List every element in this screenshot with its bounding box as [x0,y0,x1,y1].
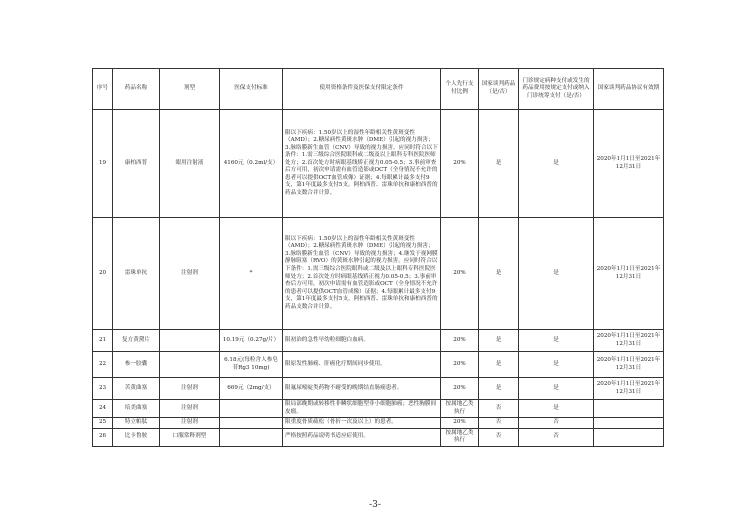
cell-cond: 限以下疾病：1.50岁以上的湿性年龄相关性黄斑变性（AMD）；2.糖尿病性黄斑水肿（DME）引起的视力损害；3.脉络膜新生血管（CNV）导致的视力损害。应同时符合以下条件：1.需三级综合医院眼科或二级及以上眼科专科医院医师处方；2.首次处方时病眼基线矫正视力0.05-0.5；3.事前审查后方可用，初次申请需有血管造影或OCT（全身情况不允许的患者可以提供OCT血管成像）证据；4.每眼累计最多支付9支，第1年度最多支付5支。阿柏西普、雷珠单抗和康柏西普的药品支数合并计算。 [283,110,441,218]
header-cell: 药品名称 [113,69,160,110]
cell-no: 20 [93,218,113,330]
table-row [93,418,664,429]
cell-price: 10.19元（0.27g/片） [220,330,283,352]
cell-no: 26 [93,428,113,446]
page-number: -3- [369,500,381,510]
cell-form [160,352,220,378]
table-row [93,218,664,330]
cell-valid: 2020年1月1日至2021年12月31日 [594,218,664,330]
cell-valid: 2020年1月1日至2021年12月31日 [594,330,664,352]
table-row [93,378,664,400]
header-cell: 医保支付标准 [220,69,283,110]
table-row [93,110,664,218]
cell-ratio: 20% [441,218,479,330]
cell-valid: 2020年1月1日至2021年12月31日 [594,378,664,400]
cell-form: 注射剂 [160,400,220,418]
cell-form: 注射剂 [160,218,220,330]
header-cell: 国家谈判药品协议有效期 [594,69,664,110]
cell-cond: 严格按照药品说明书适应症使用。 [283,428,441,446]
cell-name: 苦黄曲塞 [113,378,160,400]
cell-cond: 限初治的急性早幼粒细胞白血病。 [283,330,441,352]
header-cell: 个人先行支付比例 [441,69,479,110]
cell-clinic: 否 [519,428,594,446]
drug-table [92,68,664,447]
cell-form: 注射剂 [160,418,220,429]
header-cell: 门诊规定病种支付或发生的药品费用按规定支付或纳入门诊统筹支付（是/否） [519,69,594,110]
cell-no: 21 [93,330,113,352]
cell-form: 口服常释剂型 [160,428,220,446]
cell-name: 康柏西普 [113,110,160,218]
cell-clinic: 是 [519,378,594,400]
header-cell: 剂型 [160,69,220,110]
cell-clinic: 是 [519,330,594,352]
cell-price: * [220,218,283,330]
cell-name: 培美曲塞 [113,400,160,418]
cell-ratio: 按属地乙类执行 [441,400,479,418]
cell-name: 复方黄黛片 [113,330,160,352]
cell-price: 669元（2mg/支） [220,378,283,400]
cell-price [220,400,283,418]
cell-cond: 限原发性肺癌、肝癌化疗期间同步使用。 [283,352,441,378]
cell-valid [594,400,664,418]
cell-nego: 否 [479,418,519,429]
header-cell: 国家谈判药品（是/否） [479,69,519,110]
cell-valid [594,418,664,429]
cell-no: 24 [93,400,113,418]
table-row [93,400,664,418]
cell-ratio: 20% [441,418,479,429]
cell-price: 4160元（0.2ml/支） [220,110,283,218]
header-cell: 序号 [93,69,113,110]
cell-valid: 2020年1月1日至2021年12月31日 [594,352,664,378]
cell-price [220,418,283,429]
cell-nego: 是 [479,352,519,378]
cell-valid: 2020年1月1日至2021年12月31日 [594,110,664,218]
cell-price: 6.18元(每粒含人参皂苷Rg3 10mg) [220,352,283,378]
cell-no: 19 [93,110,113,218]
cell-ratio: 20% [441,110,479,218]
cell-nego: 是 [479,330,519,352]
cell-nego: 否 [479,400,519,418]
cell-nego: 是 [479,218,519,330]
cell-form [160,330,220,352]
cell-nego: 是 [479,110,519,218]
cell-no: 25 [93,418,113,429]
cell-valid [594,428,664,446]
cell-nego: 否 [479,428,519,446]
cell-cond: 限以下疾病：1.50岁以上的湿性年龄相关性黄斑变性（AMD）；2.糖尿病性黄斑水肿（DME）引起的视力损害；3.脉络膜新生血管（CNV）导致的视力损害；4.继发于视网膜静脉阻塞（RVO）的黄斑水肿引起的视力损害。应同时符合以下条件：1.需三级综合医院眼科或二级及以上眼科专科医院医师处方；2.首次处方时病眼基线矫正视力0.05-0.5；3.事前审查后方可用，初次申请需有血管造影或OCT（全身情况不允许的患者可以提供OCT血管成像）证据；4.每眼累计最多支付9支，第1年度最多支付5支。阿柏西普、雷珠单抗和康柏西普的药品支数合并计算。 [283,218,441,330]
cell-no: 22 [93,352,113,378]
cell-name: 参一胶囊 [113,352,160,378]
cell-form: 注射剂 [160,378,220,400]
cell-clinic: 是 [519,352,594,378]
cell-ratio: 20% [441,330,479,352]
cell-ratio: 20% [441,378,479,400]
cell-clinic: 是 [519,218,594,330]
cell-cond: 限氟尿嘧啶类药物不耐受的晚期结直肠癌患者。 [283,378,441,400]
cell-name: 比卡鲁胺 [113,428,160,446]
table-row [93,330,664,352]
cell-form: 眼用注射液 [160,110,220,218]
cell-price [220,428,283,446]
cell-no: 23 [93,378,113,400]
cell-cond: 限重度骨质疏松（骨折一次及以上）的患者。 [283,418,441,429]
table-row [93,352,664,378]
cell-name: 特立帕肽 [113,418,160,429]
header-row [93,69,664,110]
cell-ratio: 20% [441,352,479,378]
cell-clinic: 是 [519,400,594,418]
header-cell: 使用资格条件及医保支付限定条件 [283,69,441,110]
table-row [93,428,664,446]
cell-clinic: 否 [519,418,594,429]
cell-nego: 是 [479,378,519,400]
cell-name: 雷珠单抗 [113,218,160,330]
cell-ratio: 按属地乙类执行 [441,428,479,446]
cell-cond: 限局部晚期或转移性非鳞状细胞型非小细胞肺癌；恶性胸膜间皮瘤。 [283,400,441,418]
cell-clinic: 是 [519,110,594,218]
